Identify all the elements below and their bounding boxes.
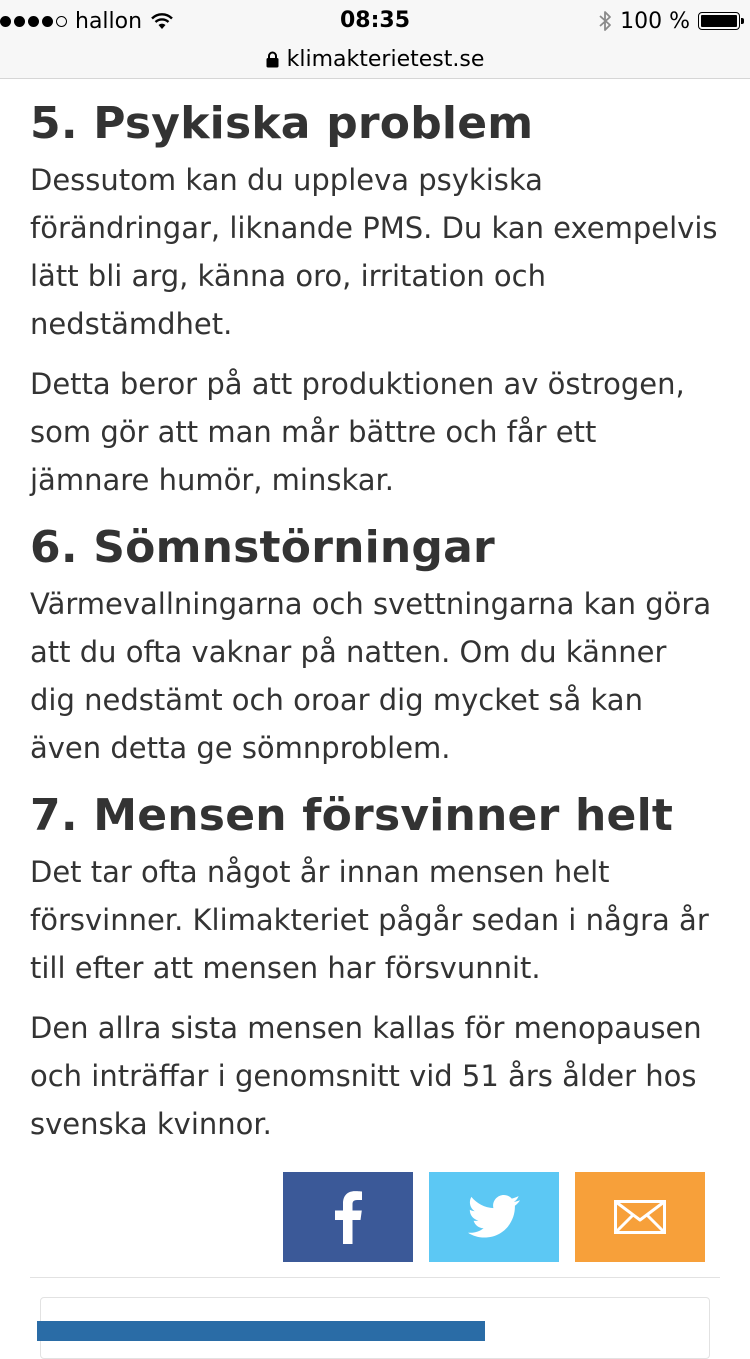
paragraph: Värmevallningarna och svettningarna kan göra att du ofta vaknar på natten. Om du känner dig nedstämt och oroar dig mycket så kan även detta ge sömnproblem. bbox=[30, 587, 712, 765]
battery-icon bbox=[698, 12, 740, 30]
card-header-bar bbox=[37, 1321, 485, 1341]
lock-icon bbox=[266, 51, 279, 68]
paragraph: Den allra sista mensen kallas för menopausen och inträffar i genomsnitt vid 51 års ålder hos svenska kvinnor. bbox=[30, 1011, 702, 1141]
clock: 08:35 bbox=[339, 8, 411, 33]
facebook-share-button[interactable] bbox=[283, 1172, 413, 1262]
battery-percent: 100 % bbox=[620, 8, 690, 34]
twitter-share-button[interactable] bbox=[429, 1172, 559, 1262]
share-buttons bbox=[283, 1172, 705, 1262]
paragraph: Det tar ofta något år innan mensen helt försvinner. Klimakteriet pågår sedan i några år till efter att mensen har försvunnit. bbox=[30, 855, 709, 985]
email-share-button[interactable] bbox=[575, 1172, 705, 1262]
paragraph: Dessutom kan du uppleva psykiska förändringar, liknande PMS. Du kan exempelvis lätt bli arg, känna oro, irritation och nedstämdhet. bbox=[30, 163, 718, 341]
divider bbox=[30, 1277, 720, 1278]
paragraph: Detta beror på att produktionen av östrogen, som gör att man mår bättre och får ett jämnare humör, minskar. bbox=[30, 367, 685, 497]
article bbox=[30, 78, 720, 1148]
envelope-icon bbox=[614, 1200, 666, 1234]
address-bar[interactable] bbox=[0, 40, 750, 79]
bluetooth-icon bbox=[598, 10, 612, 32]
battery-fill bbox=[701, 15, 737, 27]
facebook-icon bbox=[333, 1190, 363, 1244]
twitter-icon bbox=[468, 1195, 520, 1239]
url-text[interactable]: klimakterietest.se bbox=[286, 46, 485, 72]
section-heading: 6. Sömnstörningar bbox=[30, 522, 495, 573]
status-right bbox=[598, 6, 740, 36]
section-heading: 5. Psykiska problem bbox=[30, 98, 534, 149]
carrier-name: hallon bbox=[75, 8, 143, 34]
status-bar bbox=[0, 0, 750, 40]
section-heading: 7. Mensen försvinner helt bbox=[30, 790, 674, 841]
